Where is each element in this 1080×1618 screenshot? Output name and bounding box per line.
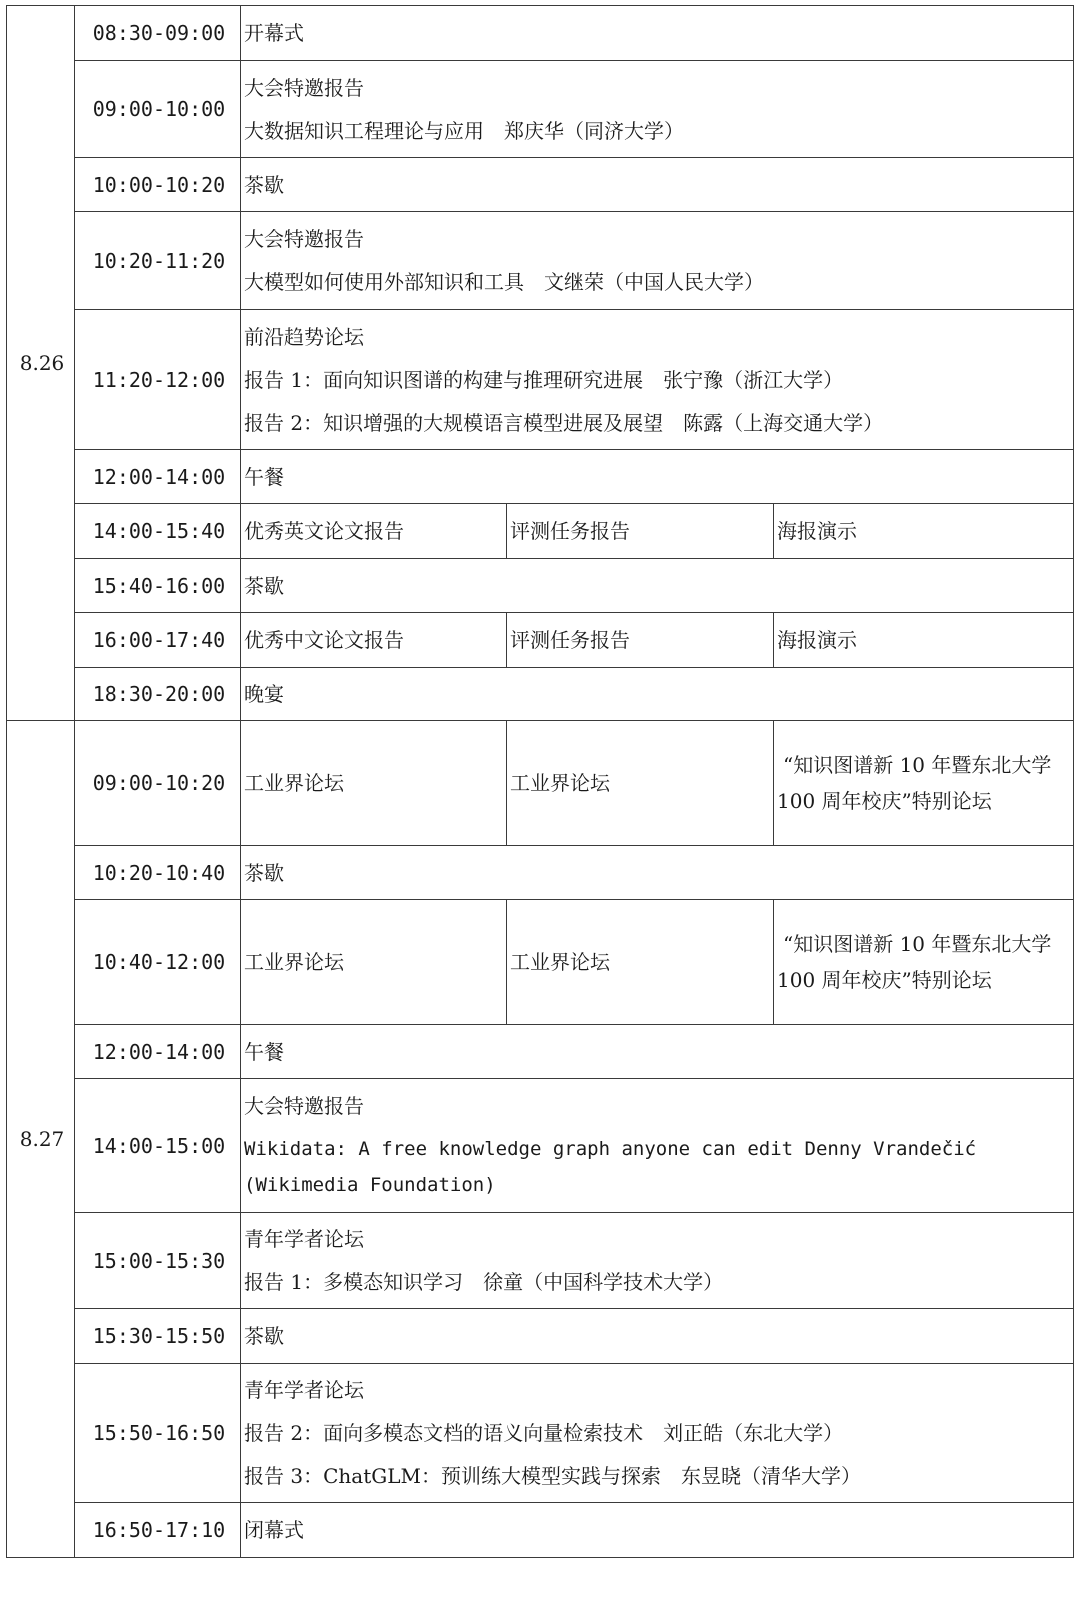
time-cell: 15:30-15:50 (75, 1309, 241, 1364)
time-cell: 15:00-15:30 (75, 1213, 241, 1309)
session-cell (241, 61, 1074, 158)
session-title: 青年学者论坛 (244, 1378, 364, 1402)
table-row (7, 212, 1074, 310)
time-cell: 15:40-16:00 (75, 559, 241, 613)
session-title: 茶歇 (244, 573, 284, 598)
time-cell: 14:00-15:00 (75, 1079, 241, 1213)
time-cell: 12:00-14:00 (75, 1025, 241, 1079)
session-cell (241, 1025, 1074, 1079)
table-row (7, 1364, 1074, 1503)
session-cell (241, 1079, 1074, 1213)
table-row (7, 668, 1074, 721)
session-title: 茶歇 (244, 860, 284, 885)
time-cell: 18:30-20:00 (75, 668, 241, 721)
session-title: 茶歇 (244, 172, 284, 197)
session-cell (241, 1309, 1074, 1364)
session-cell (241, 158, 1074, 212)
parallel-session-cell: 工业界论坛 (507, 721, 774, 846)
table-row (7, 310, 1074, 450)
session-title: 午餐 (244, 1039, 284, 1064)
parallel-session-cell: “知识图谱新 10 年暨东北大学 100 周年校庆”特别论坛 (774, 721, 1074, 846)
time-cell: 15:50-16:50 (75, 1364, 241, 1503)
time-cell: 14:00-15:40 (75, 504, 241, 559)
table-row (7, 559, 1074, 613)
table-row (7, 1025, 1074, 1079)
time-cell: 10:00-10:20 (75, 158, 241, 212)
session-talk: 报告 2：面向多模态文档的语义向量检索技术 刘正皓（东北大学） (244, 1421, 844, 1445)
session-title: 大会特邀报告 (244, 227, 364, 251)
session-talk: 报告 3：ChatGLM：预训练大模型实践与探索 东昱晓（清华大学） (244, 1464, 861, 1488)
table-row (7, 450, 1074, 504)
time-cell: 10:20-11:20 (75, 212, 241, 310)
time-cell: 09:00-10:00 (75, 61, 241, 158)
session-title: 茶歇 (244, 1324, 284, 1348)
table-row (7, 1309, 1074, 1364)
session-cell (241, 310, 1074, 450)
time-cell: 09:00-10:20 (75, 721, 241, 846)
table-row (7, 900, 1074, 1025)
table-row (7, 721, 1074, 846)
session-talk: 大模型如何使用外部知识和工具 文继荣（中国人民大学） (244, 270, 764, 294)
session-cell (241, 1503, 1074, 1558)
date-cell: 8.27 (7, 721, 75, 1558)
table-row (7, 6, 1074, 61)
parallel-session-cell: 优秀英文论文报告 (241, 504, 507, 559)
session-title: 大会特邀报告 (244, 75, 364, 100)
time-cell: 16:00-17:40 (75, 613, 241, 668)
parallel-session-cell: 优秀中文论文报告 (241, 613, 507, 668)
parallel-session-cell: 工业界论坛 (241, 721, 507, 846)
time-cell: 08:30-09:00 (75, 6, 241, 61)
table-row (7, 158, 1074, 212)
time-cell: 10:20-10:40 (75, 846, 241, 900)
table-row (7, 613, 1074, 668)
table-row (7, 1213, 1074, 1309)
session-talk: 大数据知识工程理论与应用 郑庆华（同济大学） (244, 118, 684, 143)
table-row (7, 61, 1074, 158)
session-talk: (Wikimedia Foundation) (244, 1174, 496, 1196)
session-cell (241, 668, 1074, 721)
parallel-session-cell: 工业界论坛 (507, 900, 774, 1025)
session-title: 青年学者论坛 (244, 1227, 364, 1251)
parallel-session-cell: “知识图谱新 10 年暨东北大学 100 周年校庆”特别论坛 (774, 900, 1074, 1025)
parallel-session-cell: 海报演示 (774, 613, 1074, 668)
session-cell (241, 559, 1074, 613)
session-cell (241, 846, 1074, 900)
session-title: 闭幕式 (244, 1518, 304, 1542)
session-talk: 报告 2：知识增强的大规模语言模型进展及展望 陈露（上海交通大学） (244, 410, 884, 435)
table-row (7, 504, 1074, 559)
parallel-session-cell: 评测任务报告 (507, 504, 774, 559)
parallel-session-cell: 海报演示 (774, 504, 1074, 559)
session-cell (241, 212, 1074, 310)
session-cell (241, 6, 1074, 61)
session-talk: 报告 1：面向知识图谱的构建与推理研究进展 张宁豫（浙江大学） (244, 367, 844, 392)
schedule-table (6, 5, 1074, 1558)
session-title: 午餐 (244, 464, 284, 489)
session-cell (241, 450, 1074, 504)
date-cell: 8.26 (7, 6, 75, 721)
session-title: 大会特邀报告 (244, 1094, 364, 1118)
session-title: 开幕式 (244, 21, 304, 45)
session-cell (241, 1213, 1074, 1309)
session-cell (241, 1364, 1074, 1503)
parallel-session-cell: 评测任务报告 (507, 613, 774, 668)
parallel-session-cell: 工业界论坛 (241, 900, 507, 1025)
table-row (7, 1079, 1074, 1213)
time-cell: 12:00-14:00 (75, 450, 241, 504)
session-talk: Wikidata: A free knowledge graph anyone can edit Denny Vrandečić (244, 1138, 977, 1160)
time-cell: 16:50-17:10 (75, 1503, 241, 1558)
time-cell: 11:20-12:00 (75, 310, 241, 450)
time-cell: 10:40-12:00 (75, 900, 241, 1025)
session-title: 前沿趋势论坛 (244, 324, 364, 349)
table-row (7, 846, 1074, 900)
table-row (7, 1503, 1074, 1558)
session-talk: 报告 1：多模态知识学习 徐童（中国科学技术大学） (244, 1270, 724, 1294)
session-title: 晚宴 (244, 682, 284, 706)
